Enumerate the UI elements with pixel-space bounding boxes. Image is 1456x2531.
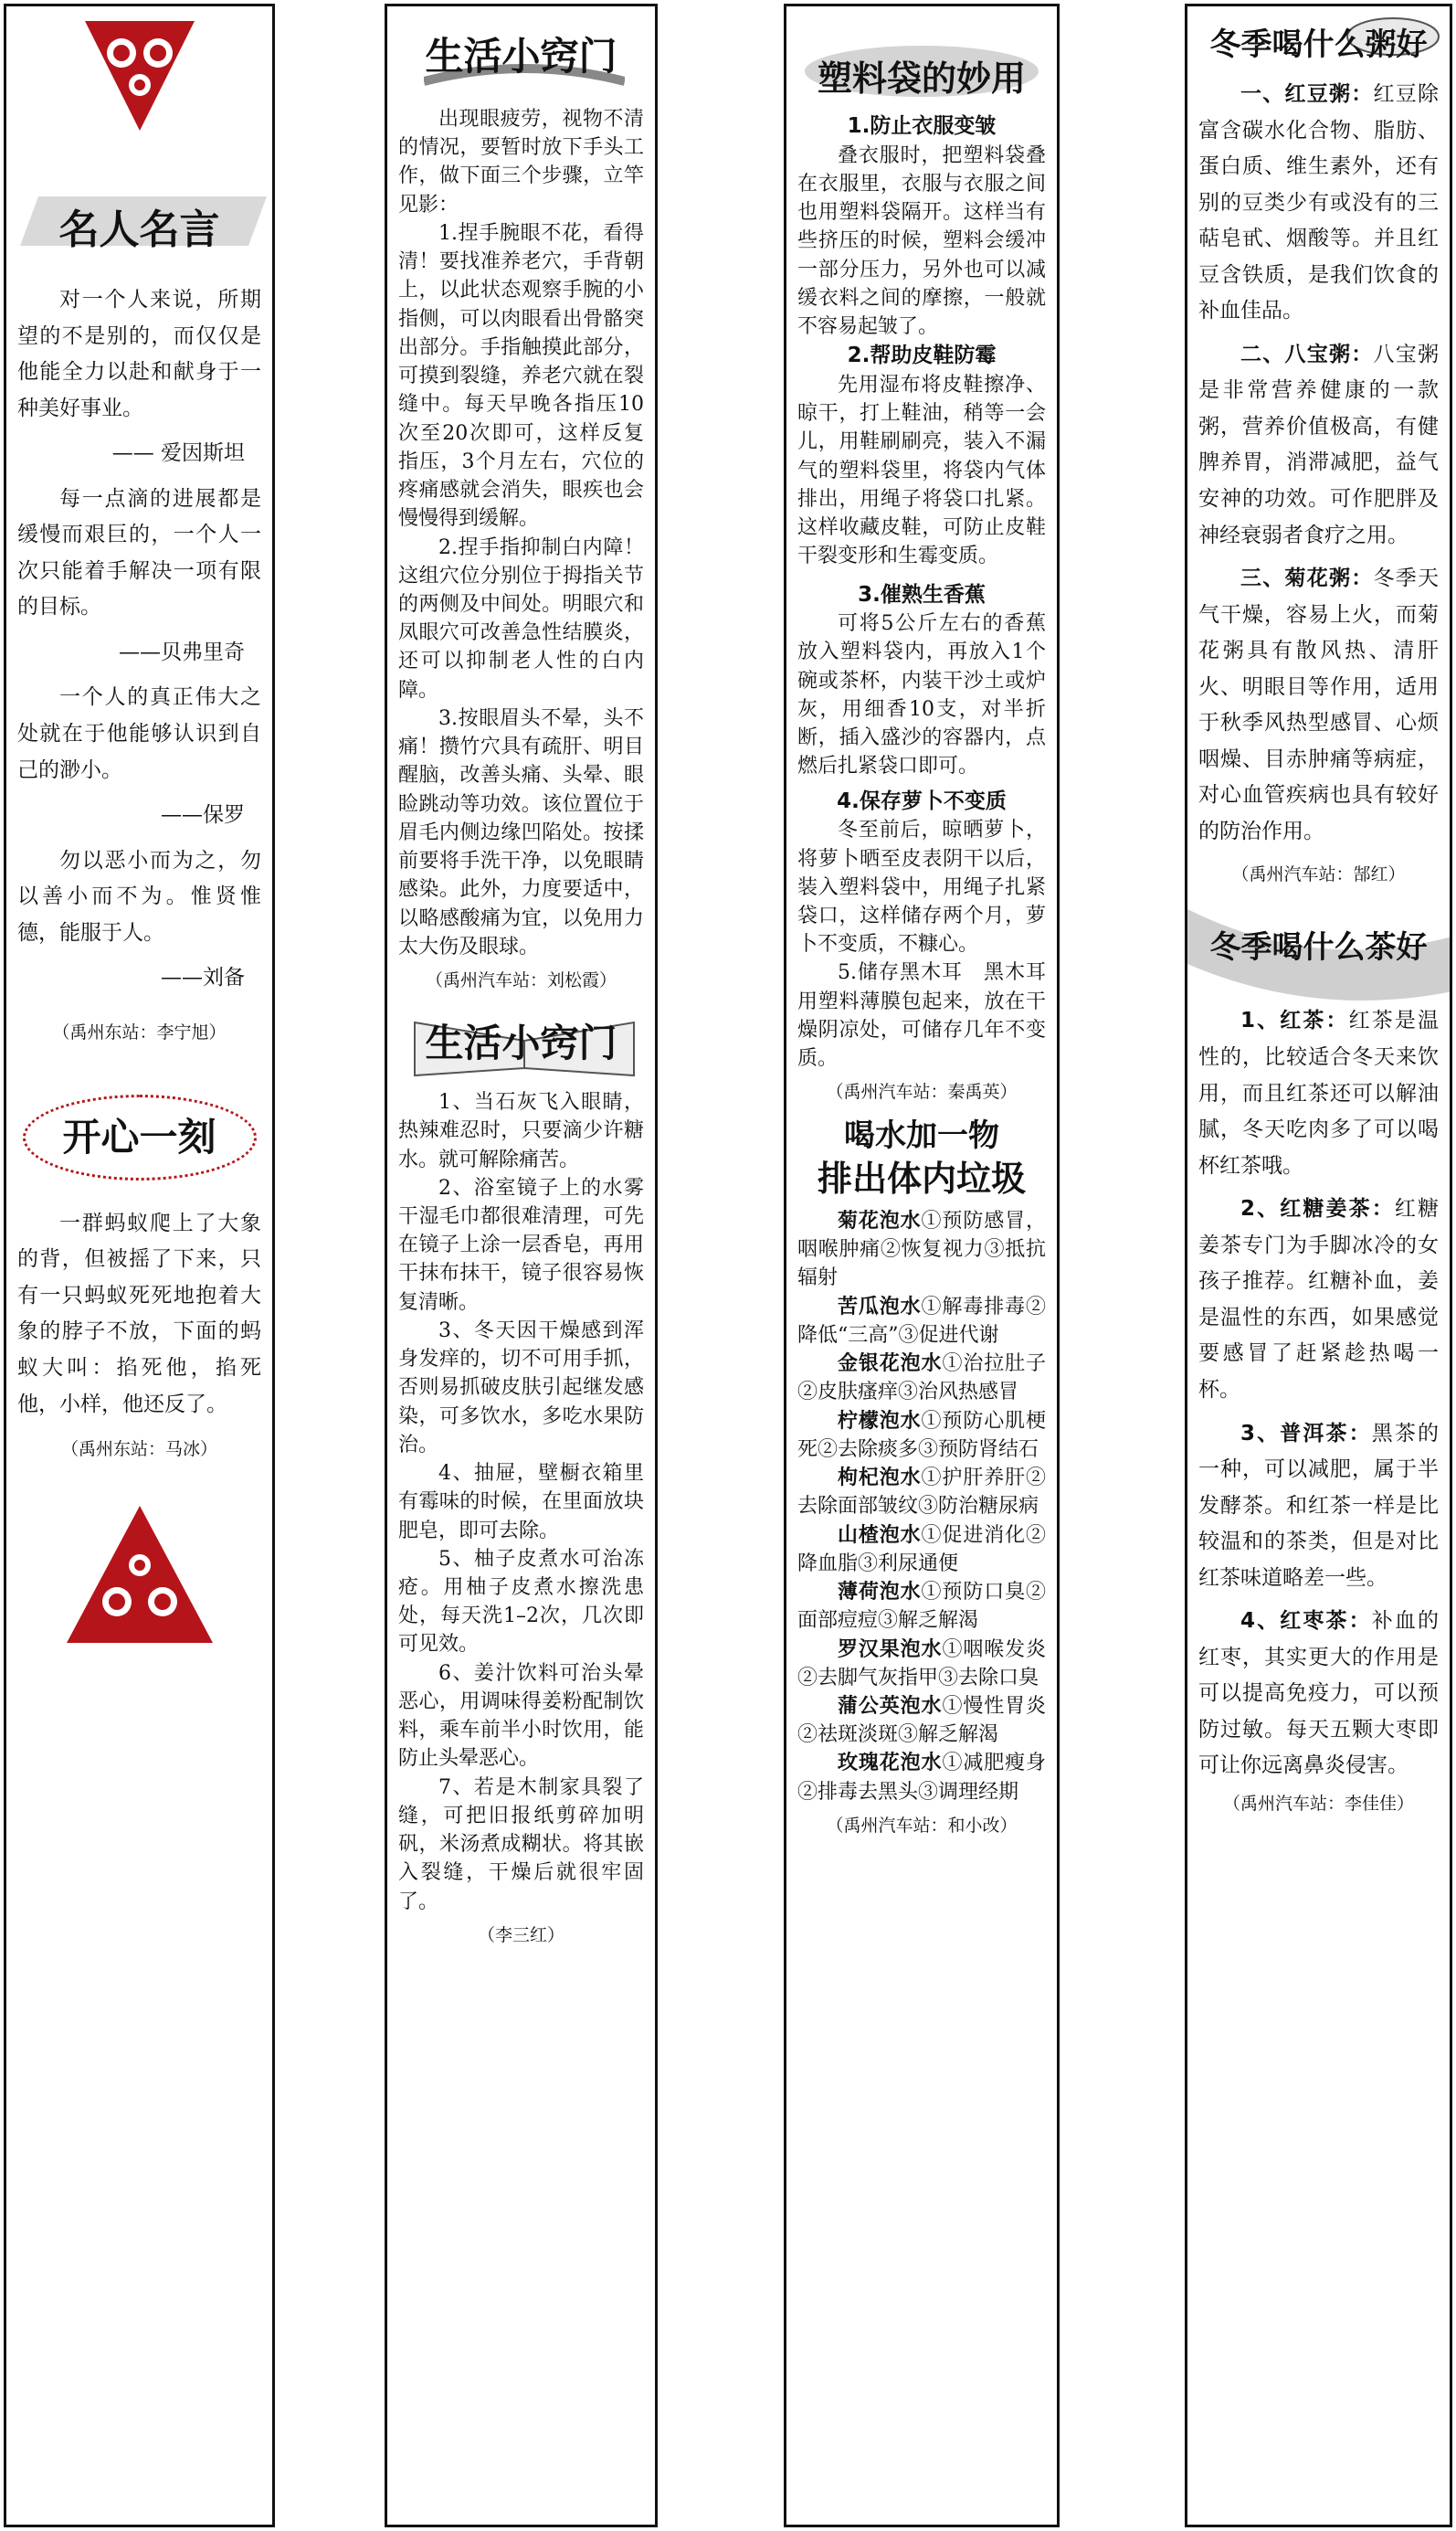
- drink-item: 枸杞泡水①护肝养肝②去除面部皱纹③防治糖尿病: [797, 1467, 1046, 1519]
- porridge-item: 三、菊花粥：冬季天气干燥，容易上火，而菊花粥具有散风热、清肝火、明眼目等作用，适用于秋季风热型感冒、心烦咽燥、目赤肿痛等病症，对心血管疾病也具有较好的防治作用。: [1198, 567, 1439, 843]
- column-winter: [1185, 4, 1452, 2527]
- eye-tip-3: 3.按眼眉头不晕，头不痛！攒竹穴具有疏肝、明目醒脑，改善头痛、头晕、眼睑跳动等功效。该位置位于眉毛内侧边缘凹陷处。按揉前要将手洗干净，以免眼睛感染。此外，力度要适中，以略感酸痛为宜，以免用力太大伤及眼球。: [398, 706, 644, 958]
- porridge-item: 二、八宝粥：八宝粥是非常营养健康的一款粥，营养价值极高，有健脾养胃，消滞减肥，益气安神的功效。可作肥胖及神经衰弱者食疗之用。: [1198, 342, 1439, 547]
- winter-tea-title: 冬季喝什么茶好: [1187, 922, 1450, 967]
- drink-item: 金银花泡水①治拉肚子②皮肤瘙痒③治风热感冒: [797, 1352, 1046, 1404]
- quote-2: 每一点滴的进展都是缓慢而艰巨的，一个人一次只能着手解决一项有限的目标。: [17, 486, 261, 620]
- drink-item: 薄荷泡水①预防口臭②面部痘痘③解乏解渴: [797, 1581, 1046, 1633]
- plastic-bag-title: 塑料袋的妙用: [786, 50, 1057, 101]
- ornament-bottom-icon: [67, 1506, 213, 1643]
- bag-use-3-heading: 3.催熟生香蕉: [858, 582, 986, 607]
- eye-tips-intro: 出现眼疲劳，视物不清的情况，要暂时放下手头工作，做下面三个步骤，立竿见影：: [398, 108, 644, 217]
- quote-4-author: ——刘备: [161, 966, 245, 990]
- tip-4: 4、抽屉，壁橱衣箱里有霉味的时候，在里面放块肥皂，即可去除。: [398, 1462, 644, 1542]
- source-credit: （禹州汽车站：和小改）: [826, 1815, 1018, 1836]
- column-plastic-bags: [784, 4, 1060, 2527]
- drink-water-title: [786, 1116, 1057, 1202]
- source-credit: （禹州汽车站：李佳佳）: [1222, 1793, 1414, 1814]
- tip-5: 5、柚子皮煮水可治冻疮。用柚子皮煮水擦洗患处，每天洗1–2次，几次即可见效。: [398, 1547, 644, 1657]
- tea-body: [1187, 1003, 1450, 1784]
- drink-item: 苦瓜泡水①解毒排毒②降低“三高”③促进代谢: [797, 1295, 1046, 1347]
- source-credit: （禹州汽车站：刘松霞）: [425, 970, 617, 991]
- eye-tip-1: 1.捏手腕眼不花，看得清！要找准养老穴，手背朝上，以此状态观察手腕的小指侧，可以肉眼看出骨骼突出部分。手指触摸此部分，可摸到裂缝，养老穴就在裂缝中。每天早晚各指压10次至20次即可，这样反复指压，3个月左右，穴位的疼痛感就会消失，眼疾也会慢慢得到缓解。: [398, 221, 644, 531]
- source-credit: （禹州汽车站：秦禹英）: [826, 1082, 1018, 1103]
- bag-use-2-text: 先用湿布将皮鞋擦净、晾干，打上鞋油，稍等一会儿，用鞋刷刷亮，装入不漏气的塑料袋里，将袋内气体排出，用绳子将袋口扎紧。这样收藏皮鞋，可防止皮鞋干裂变形和生霉变质。: [797, 373, 1046, 568]
- drink-item: 山楂泡水①促进消化②降血脂③利尿通便: [797, 1523, 1046, 1575]
- eye-tips-body: [387, 105, 655, 961]
- source-credit: （禹州汽车站：郜红）: [1231, 864, 1406, 885]
- quote-3-author: ——保罗: [161, 803, 245, 828]
- porridge-body: [1187, 77, 1450, 850]
- source-credit: （李三红）: [477, 1924, 564, 1945]
- winter-porridge-title: 冬季喝什么粥好: [1187, 19, 1450, 64]
- quote-2-author: ——贝弗里奇: [119, 640, 245, 664]
- tip-1: 1、当石灰飞入眼睛，热辣难忍时，只要滴少许糖水。就可解除痛苦。: [398, 1091, 644, 1171]
- joke-body: [6, 1206, 272, 1423]
- bag-use-5-text: 5.储存黑木耳 黑木耳用塑料薄膜包起来，放在干燥阴凉处，可储存几年不变质。: [797, 961, 1046, 1071]
- bag-use-4-heading: 4.保存萝卜不变质: [837, 789, 1007, 813]
- tea-item: 1、红茶：红茶是温性的，比较适合冬天来饮用，而且红茶还可以解油腻，冬天吃肉多了可以喝杯红茶哦。: [1198, 1009, 1439, 1178]
- ornament-top-icon: [76, 12, 204, 140]
- life-tips-title-2: 生活小窍门: [387, 1013, 655, 1068]
- tip-2: 2、浴室镜子上的水雾干湿毛巾都很难清理，可先在镜子上涂一层香皂，再用干抹布抹干，镜子很容易恢复清晰。: [398, 1176, 644, 1314]
- column-life-tips: [385, 4, 658, 2527]
- plastic-bag-body: [786, 111, 1057, 1073]
- tip-6: 6、姜汁饮料可治头晕恶心，用调味得姜粉配制饮料，乘车前半小时饮用，能防止头晕恶心。: [398, 1661, 644, 1771]
- tea-item: 2、红糖姜茶：红糖姜茶专门为手脚冰冷的女孩子推荐。红糖补血，姜是温性的东西，如果感觉要感冒了赶紧趁热喝一杯。: [1198, 1197, 1439, 1402]
- tea-item: 3、普洱茶：黑茶的一种，可以减肥，属于半发酵茶。和红茶一样是比较温和的茶类，但是对比红茶味道略差一些。: [1198, 1421, 1439, 1590]
- bag-use-3-text: 可将5公斤左右的香蕉放入塑料袋内，再放入1个碗或茶杯，内装干沙土或炉灰，用细香10支，对半折断，插入盛沙的容器内，点燃后扎紧袋口即可。: [797, 612, 1046, 778]
- quote-4: 勿以恶小而为之，勿以善小而不为。惟贤惟德，能服于人。: [17, 848, 261, 945]
- porridge-item: 一、红豆粥：红豆除富含碳水化合物、脂肪、蛋白质、维生素外，还有别的豆类少有或没有的三萜皂甙、烟酸等。并且红豆含铁质，是我们饮食的补血佳品。: [1198, 82, 1439, 323]
- drink-water-title-line-1: 喝水加一物: [844, 1117, 999, 1155]
- life-tips-title-1: 生活小窍门: [387, 26, 655, 81]
- bag-use-1-text: 叠衣服时，把塑料袋叠在衣服里，衣服与衣服之间也用塑料袋隔开。这样当有些挤压的时候，塑料会缓冲一部分压力，另外也可以减缓衣料之间的摩擦，一般就不容易起皱了。: [797, 143, 1046, 339]
- quote-1-author: —— 爱因斯坦: [111, 441, 245, 466]
- source-credit: （禹州东站：李宁旭）: [52, 1022, 227, 1043]
- fun-moment-title: 开心一刻: [23, 1095, 257, 1181]
- bag-use-4-text: 冬至前后，晾晒萝卜，将萝卜晒至皮表阴干以后，装入塑料袋中，用绳子扎紧袋口，这样储存两个月，萝卜不变质，不糠心。: [797, 819, 1046, 957]
- drink-item: 菊花泡水①预防感冒，咽喉肿痛②恢复视力③抵抗辐射: [797, 1210, 1046, 1290]
- bag-use-2-heading: 2.帮助皮鞋防霉: [847, 344, 997, 368]
- quote-3: 一个人的真正伟大之处就在于他能够认识到自己的渺小。: [17, 685, 261, 782]
- drink-item: 罗汉果泡水①咽喉发炎②去脚气灰指甲③去除口臭: [797, 1637, 1046, 1689]
- tip-7: 7、若是木制家具裂了缝，可把旧报纸剪碎加明矾，米汤煮成糊状。将其嵌入裂缝，干燥后就很牢固了。: [398, 1775, 644, 1913]
- drink-item: 蒲公英泡水①慢性胃炎②祛斑淡斑③解乏解渴: [797, 1694, 1046, 1747]
- drink-item: 柠檬泡水①预防心肌梗死②去除痰多③预防肾结石: [797, 1409, 1046, 1461]
- tea-item: 4、红枣茶：补血的红枣，其实更大的作用是可以提高免疫力，可以预防过敏。每天五颗大枣即可让你远离鼻炎侵害。: [1198, 1609, 1439, 1778]
- drink-item: 玫瑰花泡水①减肥瘦身②排毒去黑头③调理经期: [797, 1752, 1046, 1804]
- bag-use-1-heading: 1.防止衣服变皱: [847, 114, 997, 138]
- column-quotes: [4, 4, 275, 2527]
- general-tips-body: [387, 1088, 655, 1916]
- drink-water-body: [786, 1207, 1057, 1806]
- drink-water-title-line-2: 排出体内垃圾: [817, 1158, 1026, 1199]
- eye-tip-2: 2.捏手指抑制白内障！这组穴位分别位于拇指关节的两侧及中间处。明眼穴和凤眼穴可改善急性结膜炎，还可以抑制老人性的白内障。: [398, 535, 644, 702]
- joke-text: 一群蚂蚁爬上了大象的背，但被摇了下来，只有一只蚂蚁死死地抱着大象的脖子不放，下面的蚂蚁大叫：掐死他，掐死他，小样，他还反了。: [17, 1211, 261, 1416]
- quotes-body: [6, 282, 272, 997]
- tip-3: 3、冬天因干燥感到浑身发痒的，切不可用手抓，否则易抓破皮肤引起继发感染，可多饮水，多吃水果防治。: [398, 1318, 644, 1456]
- quote-1: 对一个人来说，所期望的不是别的，而仅仅是他能全力以赴和献身于一种美好事业。: [17, 288, 261, 420]
- famous-quotes-title: 名人名言: [6, 196, 272, 255]
- source-credit: （禹州东站：马冰）: [60, 1439, 217, 1460]
